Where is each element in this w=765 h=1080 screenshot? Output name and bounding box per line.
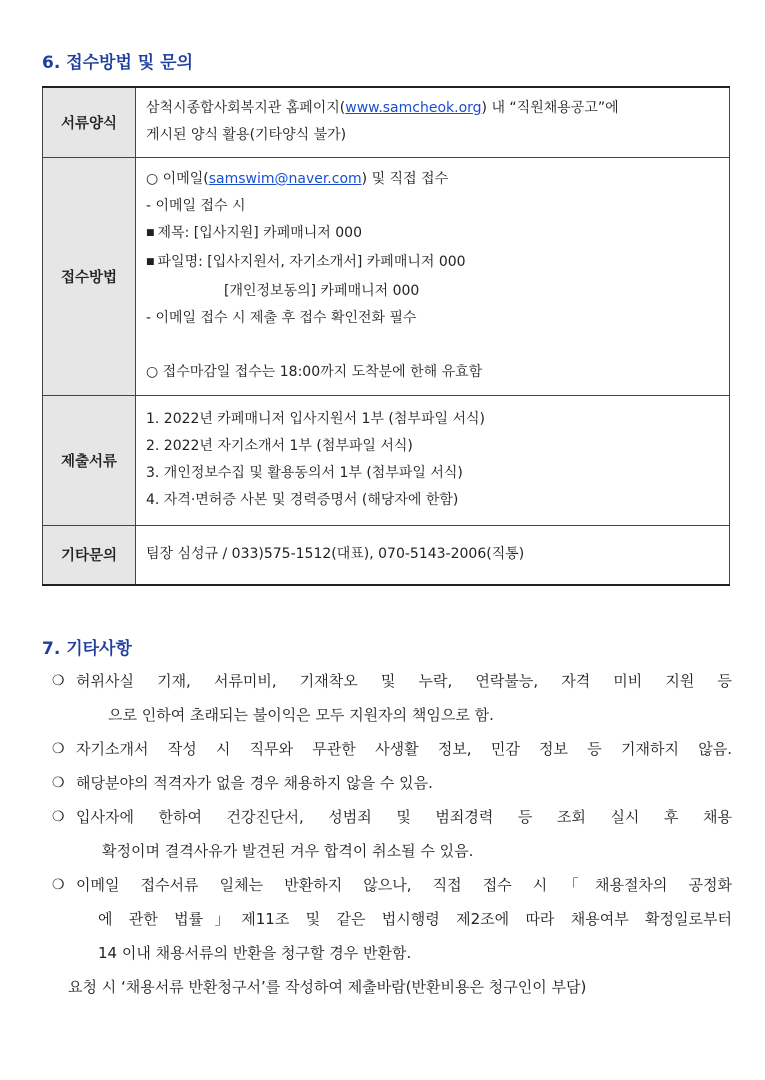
square-bullet-icon: ■ xyxy=(146,257,155,267)
note-line: 허위사실 기재, 서류미비, 기재착오 및 누락, 연락불능, 자격 미비 지원 등 xyxy=(76,672,732,690)
inquiry-row xyxy=(43,525,730,585)
blank-line xyxy=(146,332,721,359)
note-text xyxy=(76,732,732,766)
note-item xyxy=(52,732,732,766)
documents-label: 제출서류 xyxy=(43,395,136,525)
method-line-7: ○ 접수마감일 접수는 18:00까지 도착분에 한해 유효함 xyxy=(146,364,483,380)
document-item: 3. 개인정보수집 및 활용동의서 1부 (첨부파일 서식) xyxy=(146,465,463,481)
method-content xyxy=(136,157,730,395)
method-line-5: [개인정보동의] 카페매니저 000 xyxy=(224,283,420,299)
inquiry-text: 팀장 심성규 / 033)575-1512(대표), 070-5143-2006(직통) xyxy=(146,546,525,563)
note-item xyxy=(52,800,732,868)
forms-label: 서류양식 xyxy=(43,87,136,157)
method-text-post: ) 및 직접 접수 xyxy=(361,171,449,187)
inquiry-content xyxy=(136,525,730,585)
circle-bullet-icon: ❍ xyxy=(52,775,65,791)
website-link[interactable]: www.samcheok.org xyxy=(345,100,482,117)
square-bullet-icon: ■ xyxy=(146,228,155,238)
circle-bullet-icon: ❍ xyxy=(52,809,65,825)
method-line-1 xyxy=(146,166,721,193)
document-item: 1. 2022년 카페매니저 입사지원서 1부 (첨부파일 서식) xyxy=(146,411,485,427)
circle-bullet-icon: ❍ xyxy=(52,741,65,757)
forms-line-2: 게시된 양식 활용(기타양식 불가) xyxy=(146,127,347,144)
method-line-6: - 이메일 접수 시 제출 후 접수 확인전화 필수 xyxy=(146,310,417,326)
note-item xyxy=(52,766,732,800)
method-text-pre: ○ 이메일( xyxy=(146,171,209,187)
notes-list xyxy=(52,664,732,1004)
forms-content xyxy=(136,87,730,157)
note-text xyxy=(76,800,732,868)
note-line: 14 이내 채용서류의 반환을 청구할 경우 반환함. xyxy=(98,944,412,962)
note-line: 자기소개서 작성 시 직무와 무관한 사생활 정보, 민감 정보 등 기재하지 않음. xyxy=(76,740,732,758)
note-item xyxy=(52,664,732,732)
note-text xyxy=(76,664,732,732)
forms-text-pre: 삼척시종합사회복지관 홈페이지( xyxy=(146,100,346,117)
circle-bullet-icon: ❍ xyxy=(52,673,65,689)
method-line-4 xyxy=(146,249,721,278)
note-line: 에 관한 법률」제11조 및 같은 법시행령 제2조에 따라 채용여부 확정일로부터 xyxy=(98,910,732,928)
note-line: 으로 인하여 초래되는 불이익은 모두 지원자의 책임으로 함. xyxy=(108,706,494,724)
method-line-3 xyxy=(146,220,721,249)
email-link[interactable]: samswim@naver.com xyxy=(208,171,362,187)
return-request-note: 요청 시 ‘채용서류 반환청구서’를 작성하여 제출바람(반환비용은 청구인이 부담) xyxy=(68,978,587,996)
circle-bullet-icon: ❍ xyxy=(52,877,65,893)
note-line: 이메일 접수서류 일체는 반환하지 않으나, 직접 접수 시「채용절차의 공정화 xyxy=(76,876,732,894)
email-subject-format: 제목: [입사지원] 카페매니저 000 xyxy=(157,225,362,241)
method-label: 접수방법 xyxy=(43,157,136,395)
note-line: 확정이며 결격사유가 발견된 겨우 합격이 취소될 수 있음. xyxy=(102,842,474,860)
section-7-title: 7. 기타사항 xyxy=(42,639,132,659)
method-row xyxy=(43,157,730,395)
note-text xyxy=(76,868,732,970)
forms-row xyxy=(43,87,730,157)
document-item: 2. 2022년 자기소개서 1부 (첨부파일 서식) xyxy=(146,438,413,454)
forms-line-1 xyxy=(146,95,721,122)
filename-format: 파일명: [입사지원서, 자기소개서] 카페매니저 000 xyxy=(157,254,466,270)
note-line: 해당분야의 적격자가 없을 경우 채용하지 않을 수 있음. xyxy=(76,774,433,792)
document-item: 4. 자격·면허증 사본 및 경력증명서 (해당자에 한함) xyxy=(146,492,459,508)
documents-row xyxy=(43,395,730,525)
inquiry-label: 기타문의 xyxy=(43,525,136,585)
forms-text-post: ) 내 “직원채용공고”에 xyxy=(481,100,619,117)
documents-content xyxy=(136,395,730,525)
note-text xyxy=(76,766,732,800)
application-info-table xyxy=(42,86,730,586)
section-6-title: 6. 접수방법 및 문의 xyxy=(42,53,193,73)
method-line-2: - 이메일 접수 시 xyxy=(146,198,246,214)
note-item xyxy=(52,868,732,970)
note-line: 입사자에 한하여 건강진단서, 성범죄 및 범죄경력 등 조회 실시 후 채용 xyxy=(76,808,732,826)
